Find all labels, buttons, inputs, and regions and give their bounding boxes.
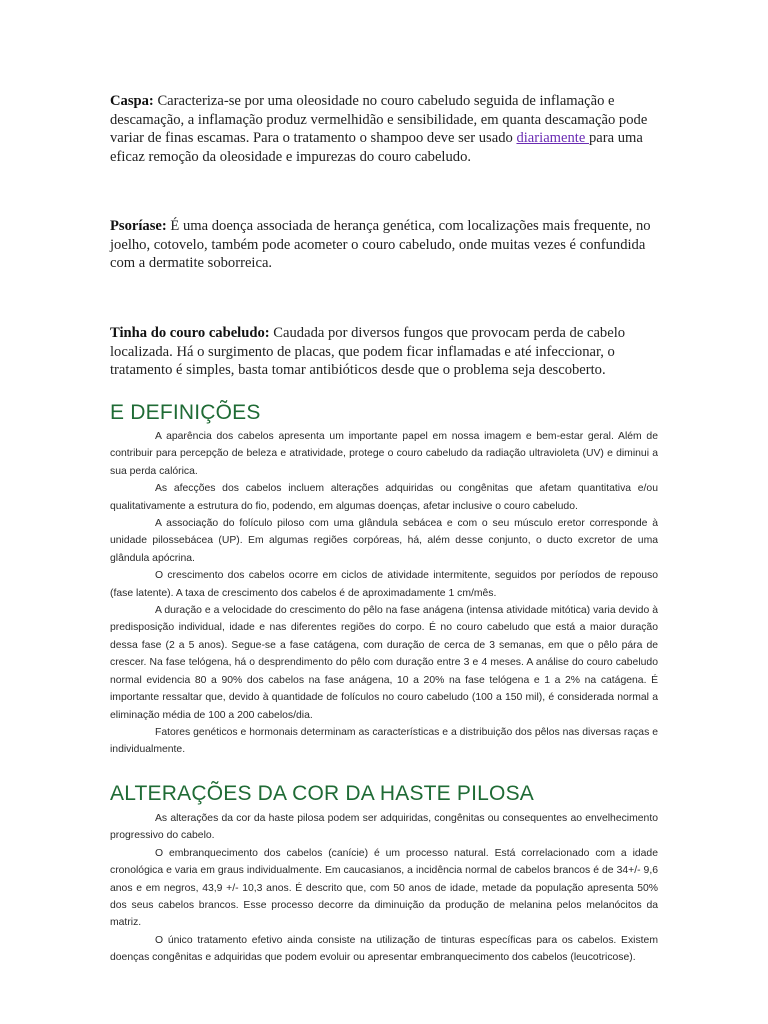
caspa-text: Caracteriza-se por uma oleosidade no couro cabeludo seguida de inflamação e descamação, a inflamação produz vermelhidão e sensibilidade, em quanta descamação pode variar de finas escamas. Para o tratamento o shampoo deve ser usado	[110, 93, 648, 146]
section-heading-definicoes: E DEFINIÇÕES	[110, 401, 261, 424]
psoriase-paragraph	[110, 217, 670, 273]
body-paragraph: As afecções dos cabelos incluem alterações adquiridas ou congênitas que afetam quantitativa e/ou qualitativamente a estrutura do fio, podendo, em algumas doenças, afetar inclusive o couro cabeludo.	[110, 483, 658, 512]
body-paragraph: O único tratamento efetivo ainda consiste na utilização de tinturas específicas para os cabelos. Existem doenças congênitas e adquiridas que podem evoluir ou apresentar embranquecimento dos cabelos (leucotricose).	[110, 934, 658, 964]
body-paragraph: A duração e a velocidade do crescimento do pêlo na fase anágena (intensa atividade mitótica) varia devido à predisposição individual, idade e nas diferentes regiões do corpo. É no couro cabeludo que está a maior duração dessa fase (2 a 5 anos). Segue-se a fase catágena, com duração de cerca de 3 semanas, em que o pêlo pára de crescer. Na fase telógena, há o desprendimento do pêlo com duração entre 3 e 4 meses. A análise do couro cabeludo normal evidencia 80 a 90% dos cabelos na fase anágena, 10 a 20% na fase telógena e 1 a 2% na catágena. É importante ressaltar que, devido à quantidade de folículos no couro cabeludo (100 a 150 mil), é considerada normal a eliminação média de 100 a 200 cabelos/dia.	[110, 605, 658, 721]
diariamente-link[interactable]: diariamente	[516, 130, 589, 146]
caspa-term: Caspa:	[110, 93, 154, 109]
tinha-term: Tinha do couro cabeludo:	[110, 325, 270, 341]
body-paragraph: O crescimento dos cabelos ocorre em ciclos de atividade intermitente, seguidos por períodos de repouso (fase latente). A taxa de crescimento dos cabelos é de aproximadamente 1 cm/mês.	[110, 570, 658, 599]
psoriase-term: Psoríase:	[110, 218, 167, 234]
body-paragraph: Fatores genéticos e hormonais determinam as características e a distribuição dos pêlos nas diversas raças e individualmente.	[110, 726, 658, 756]
psoriase-text: É uma doença associada de herança genética, com localizações mais frequente, no joelho, cotovelo, também pode acometer o couro cabeludo, onde muitas vezes é confundida com a dermatite soborreica.	[110, 218, 651, 271]
caspa-text-end: para uma eficaz remoção da oleosidade e impurezas do couro cabeludo.	[110, 130, 643, 165]
alteracoes-body	[110, 810, 658, 967]
body-paragraph: O embranquecimento dos cabelos (canície) é um processo natural. Está correlacionado com a idade cronológica e varia em graus individualmente. Em caucasianos, a incidência normal de cabelos brancos é de 34+/- 9,6 anos e em negros, 43,9 +/- 10,3 anos. É descrito que, com 50 anos de idade, metade da população apresenta 50% dos seus cabelos brancos. Esse processo decorre da diminuição da produção de melanina pelos melanócitos da matriz.	[110, 847, 658, 929]
section-heading-alteracoes: ALTERAÇÕES DA COR DA HASTE PILOSA	[110, 782, 534, 805]
definicoes-body	[110, 428, 658, 759]
body-paragraph: As alterações da cor da haste pilosa podem ser adquiridas, congênitas ou consequentes ao envelhecimento progressivo do cabelo.	[110, 813, 658, 842]
body-paragraph: A aparência dos cabelos apresenta um importante papel em nossa imagem e bem-estar geral. Além de contribuir para percepção de beleza e atratividade, protege o couro cabeludo da radiação ultravioleta (UV) e diminui a sua perda calórica.	[110, 431, 658, 477]
caspa-paragraph	[110, 92, 670, 166]
body-paragraph: A associação do folículo piloso com uma glândula sebácea e com o seu músculo eretor corresponde à unidade pilossebácea (UP). Em algumas regiões corpóreas, há, além desse conjunto, o ducto excretor de uma glândula apócrina.	[110, 518, 658, 564]
tinha-paragraph	[110, 324, 670, 380]
tinha-text: Caudada por diversos fungos que provocam perda de cabelo localizada. Há o surgimento de placas, que podem ficar inflamadas e até infeccionar, o tratamento é simples, basta tomar antibióticos desde que o problema seja descoberto.	[110, 325, 626, 378]
